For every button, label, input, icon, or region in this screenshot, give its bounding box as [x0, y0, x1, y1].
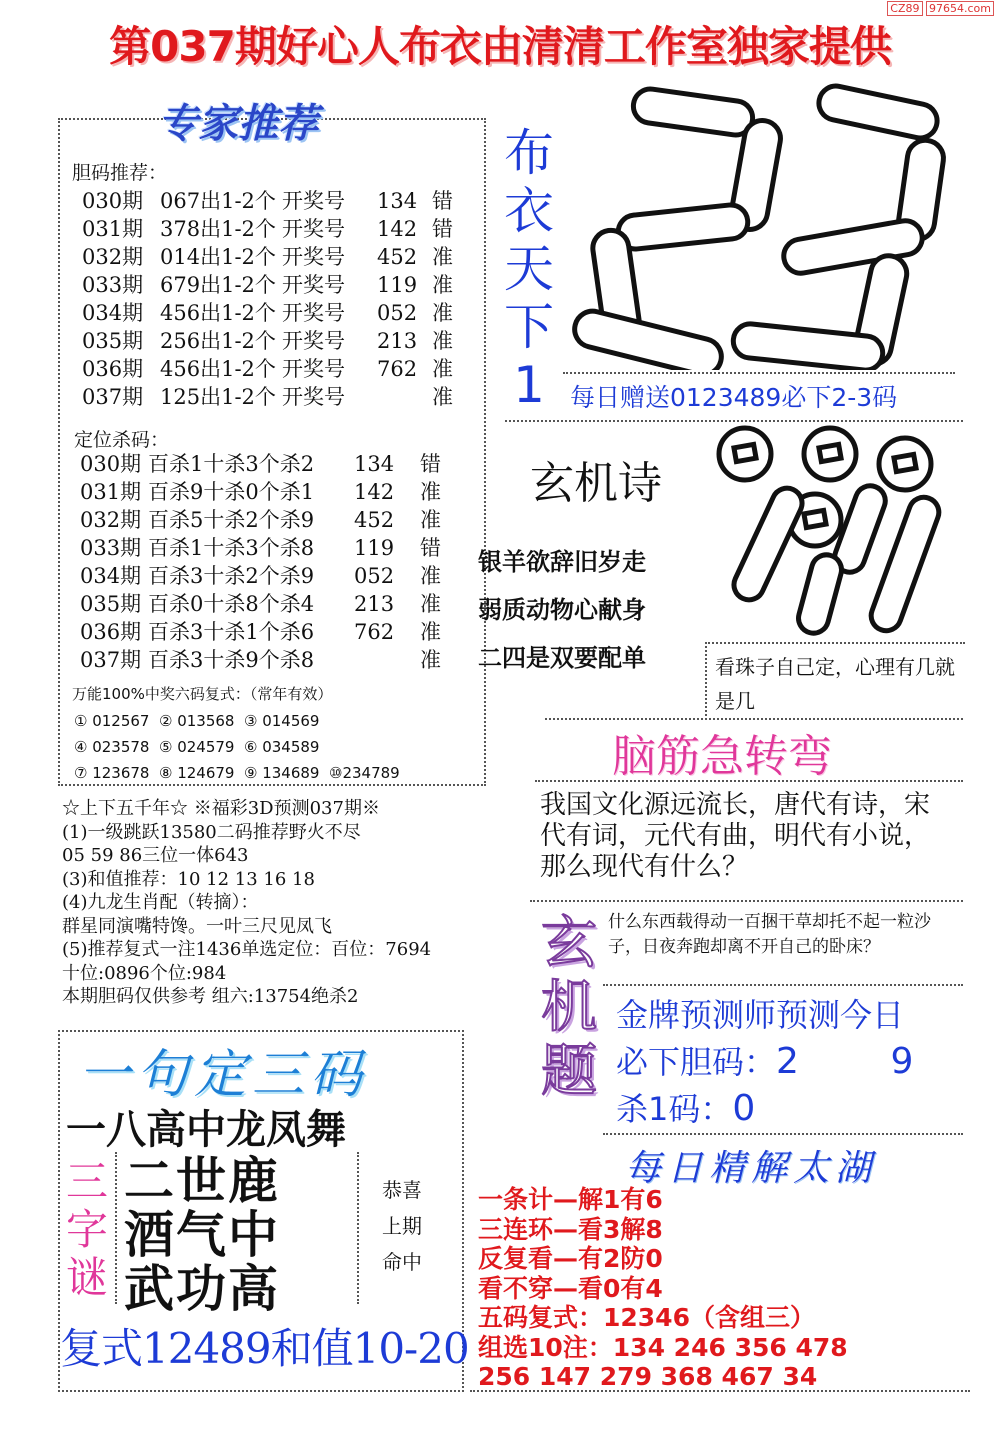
table-row [82, 383, 462, 411]
table-row [80, 450, 456, 478]
table-cell: 开奖号 [282, 385, 345, 409]
taihu-line: 组选10注：134 246 356 478 [478, 1332, 848, 1362]
table-cell: 准 [432, 273, 453, 297]
kill-table [80, 450, 456, 674]
table-cell: 百杀3十杀9个杀8 [148, 648, 315, 672]
table-row [80, 618, 456, 646]
table-cell: 030期 [82, 189, 144, 213]
table-cell: 错 [432, 217, 453, 241]
combo-row [74, 734, 414, 760]
table-cell: 037期 [82, 385, 144, 409]
table-row [80, 562, 456, 590]
table-cell: 119 [354, 536, 395, 560]
pearl-note: 看珠子自己定，心理有几就是几 [715, 655, 955, 713]
table-cell: 679出1-2个 [160, 273, 276, 297]
table-cell [354, 646, 420, 674]
combo-item: ① 012567 [74, 712, 150, 730]
divider [530, 900, 963, 902]
table-row [82, 271, 462, 299]
mystery-line: 武功高 [124, 1259, 280, 1318]
combo-item: ⑨ 134689 [244, 764, 320, 782]
dan-line: 必下胆码：2 9 [616, 1041, 914, 1082]
table-row [82, 187, 462, 215]
table-cell: 031期 [80, 480, 142, 504]
table-cell: 119 [377, 273, 418, 297]
taihu-line: 五码复式：12346（含组三） [478, 1303, 815, 1332]
table-cell: 开奖号 [282, 357, 345, 381]
vertical-char: 机 [541, 975, 597, 1040]
table-cell: 456出1-2个 [160, 301, 276, 325]
vertical-char: 字 [65, 1205, 108, 1254]
buyi-vertical-title [498, 124, 560, 414]
poem-line: 二四是双要配单 [478, 644, 646, 672]
vertical-char: 衣 [504, 182, 554, 240]
table-cell: 134 [377, 189, 418, 213]
info-line: 群星同演嘴特馋。一叶三尺见凤飞 [62, 915, 332, 937]
table-cell: 准 [432, 245, 453, 269]
taihu-line: 一条计—解1有6 [478, 1185, 663, 1214]
poem-line: 银羊欲辞旧岁走 [478, 548, 646, 576]
divider [603, 1133, 963, 1135]
poem [478, 538, 646, 682]
xuanji-heading: 玄机诗 [530, 458, 662, 509]
divider [470, 1390, 970, 1392]
table-cell: 开奖号 [282, 329, 345, 353]
poem-line: 弱质动物心献身 [478, 596, 646, 624]
table-cell: 错 [420, 452, 441, 476]
coin-digits-icon [705, 424, 955, 642]
table-cell: 034期 [80, 564, 142, 588]
mystery-line: 酒气中 [124, 1205, 280, 1264]
table-row [80, 506, 456, 534]
table-cell: 百杀3十杀1个杀6 [148, 620, 315, 644]
table-cell: 百杀5十杀2个杀9 [148, 508, 315, 532]
combo-item: ⑤ 024579 [159, 738, 235, 756]
info-line: (4)九龙生肖配（转摘）： [62, 892, 259, 913]
kill-line: 杀1码：0 [616, 1088, 756, 1129]
table-cell: 开奖号 [282, 189, 345, 213]
kill-label: 定位杀码： [74, 429, 170, 451]
table-cell: 036期 [82, 357, 144, 381]
table-cell: 准 [420, 620, 441, 644]
table-cell: 034期 [82, 301, 144, 325]
table-cell: 百杀1十杀3个杀8 [148, 536, 315, 560]
table-cell: 036期 [80, 620, 142, 644]
divider [535, 780, 963, 782]
expert-heading: 专家推荐 [158, 101, 318, 147]
table-cell: 256出1-2个 [160, 329, 276, 353]
table-cell: 错 [420, 536, 441, 560]
table-cell: 准 [432, 301, 453, 325]
yiju-line: 一八高中龙凤舞 [66, 1107, 346, 1153]
table-cell: 准 [420, 480, 441, 504]
gold-line: 金牌预测师预测今日 [616, 996, 905, 1034]
table-cell: 142 [377, 217, 418, 241]
table-cell: 错 [432, 189, 453, 213]
taihu-line: 看不穿—看0有4 [478, 1273, 663, 1303]
divider [563, 372, 955, 374]
table-cell: 067出1-2个 [160, 189, 276, 213]
congrats-line: 上期 [382, 1214, 422, 1238]
table-cell [377, 383, 432, 411]
info-line: 05 59 86三位一体643 [62, 845, 249, 866]
table-row [82, 243, 462, 271]
table-cell: 142 [354, 480, 395, 504]
table-cell: 125出1-2个 [160, 385, 276, 409]
combo-row [74, 708, 414, 734]
info-line: (1)一级跳跃13580二码推荐野火不尽 [62, 821, 361, 843]
table-cell: 035期 [82, 329, 144, 353]
riddle: 什么东西载得动一百捆干草却托不起一粒沙子，日夜奔跑却离不开自己的卧床？ [608, 912, 931, 957]
table-cell: 031期 [82, 217, 144, 241]
table-row [82, 355, 462, 383]
combo-row [74, 760, 414, 786]
table-cell: 准 [420, 592, 441, 616]
table-cell: 开奖号 [282, 273, 345, 297]
table-cell: 035期 [80, 592, 142, 616]
page-title: 第037期好心人布衣由清清工作室独家提供 [109, 22, 891, 71]
big-digits-23 [563, 80, 955, 370]
table-cell: 033期 [82, 273, 144, 297]
combo-item: ④ 023578 [74, 738, 150, 756]
table-cell: 开奖号 [282, 245, 345, 269]
table-cell: 014出1-2个 [160, 245, 276, 269]
info-line: ☆上下五千年☆ ※福彩3D预测037期※ [62, 798, 380, 819]
table-cell: 052 [377, 301, 418, 325]
combo-item: ⑩234789 [329, 764, 400, 782]
divider [603, 984, 963, 986]
vertical-char: 下 [504, 298, 554, 356]
table-cell: 准 [420, 564, 441, 588]
table-cell: 452 [377, 245, 418, 269]
vertical-char: 谜 [65, 1253, 108, 1302]
taihu-line: 256 147 279 368 467 34 [478, 1362, 818, 1391]
table-cell: 378出1-2个 [160, 217, 276, 241]
sanzimi-vertical [64, 1158, 110, 1302]
table-cell: 032期 [82, 245, 144, 269]
table-cell: 032期 [80, 508, 142, 532]
combo-list [74, 708, 414, 786]
congrats [382, 1172, 422, 1280]
table-cell: 准 [432, 357, 453, 381]
combo-item: ③ 014569 [244, 712, 320, 730]
congrats-line: 恭喜 [382, 1178, 422, 1202]
table-cell: 033期 [80, 536, 142, 560]
table-cell: 准 [432, 385, 453, 409]
table-cell: 762 [354, 620, 395, 644]
watermark: CZ89 97654.com [887, 2, 994, 15]
table-cell: 准 [420, 508, 441, 532]
table-cell: 开奖号 [282, 301, 345, 325]
taihu-heading: 每日精解太湖 [625, 1148, 878, 1189]
info-line: 十位:0896个位:984 [62, 962, 227, 984]
table-cell: 456出1-2个 [160, 357, 276, 381]
table-row [80, 646, 456, 674]
combo-item: ⑦ 123678 [74, 764, 150, 782]
table-row [80, 590, 456, 618]
table-cell: 开奖号 [282, 217, 345, 241]
combo-item: ⑧ 124679 [159, 764, 235, 782]
table-row [80, 534, 456, 562]
combo-item: ② 013568 [159, 712, 235, 730]
info-line: 本期胆码仅供参考 组六:13754绝杀2 [62, 986, 359, 1007]
table-row [80, 478, 456, 506]
table-cell: 452 [354, 508, 395, 532]
mystery-lines [124, 1151, 280, 1318]
table-cell: 百杀9十杀0个杀1 [148, 480, 315, 504]
vertical-char: 天 [504, 240, 554, 298]
yiju-heading: 一句定三码 [78, 1045, 369, 1105]
brain-question: 我国文化源远流长，唐代有诗，宋代有词，元代有曲，明代有小说，那么现代有什么？ [540, 790, 931, 882]
vertical-char: 1 [513, 356, 545, 414]
forecast-info [62, 797, 512, 1009]
vertical-char: 三 [65, 1157, 108, 1206]
table-row [82, 215, 462, 243]
vertical-char: 题 [541, 1039, 597, 1104]
table-cell: 762 [377, 357, 418, 381]
vertical-char: 布 [504, 124, 554, 182]
capsule-digits-icon [563, 80, 955, 370]
table-cell: 052 [354, 564, 395, 588]
table-cell: 213 [354, 592, 395, 616]
table-row [82, 327, 462, 355]
table-cell: 030期 [80, 452, 142, 476]
daily-gift: 每日赠送0123489必下2-3码 [570, 383, 898, 412]
table-cell: 准 [432, 329, 453, 353]
combo-label: 万能100%中奖六码复式：（常年有效） [72, 685, 333, 703]
vertical-char: 玄 [541, 911, 597, 976]
table-cell: 百杀1十杀3个杀2 [148, 452, 315, 476]
mystery-line: 二世鹿 [124, 1151, 280, 1210]
table-cell: 百杀3十杀2个杀9 [148, 564, 315, 588]
info-line: (5)推荐复式一注1436单选定位：百位：7694 [62, 939, 432, 960]
table-cell: 037期 [80, 648, 142, 672]
taihu-line: 三连环—看3解8 [478, 1214, 663, 1244]
brain-heading: 脑筋急转弯 [612, 731, 832, 782]
congrats-line: 命中 [382, 1250, 422, 1274]
table-row [82, 299, 462, 327]
table-cell: 213 [377, 329, 418, 353]
divider [505, 420, 963, 422]
dan-label: 胆码推荐： [72, 162, 168, 184]
yiju-footer: 复式12489和值10-20 [60, 1324, 469, 1373]
taihu-lines [478, 1185, 848, 1392]
table-cell: 准 [420, 648, 441, 672]
table-cell: 百杀0十杀8个杀4 [148, 592, 315, 616]
taihu-line: 反复看—有2防0 [478, 1244, 663, 1273]
pearl-digits-99 [705, 424, 955, 642]
info-line: (3)和值推荐：10 12 13 16 18 [62, 868, 315, 890]
dan-table [82, 187, 462, 411]
combo-item: ⑥ 034589 [244, 738, 320, 756]
xuanjiti-vertical [535, 912, 603, 1104]
table-cell: 134 [354, 452, 395, 476]
